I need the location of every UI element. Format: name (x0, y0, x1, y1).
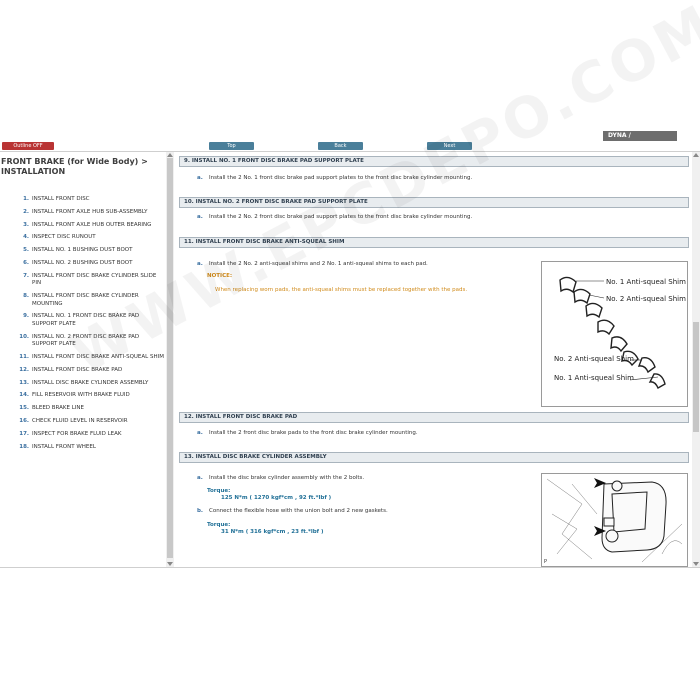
section-10-header: 10. INSTALL NO. 2 FRONT DISC BRAKE PAD SUPPORT PLATE (179, 197, 689, 208)
section-9-header: 9. INSTALL NO. 1 FRONT DISC BRAKE PAD SUPPORT PLATE (179, 156, 689, 167)
torque-value-a: 125 N*m ( 1270 kgf*cm , 92 ft.*lbf ) (221, 495, 332, 501)
section-13-step-b (197, 508, 527, 515)
step-text: Install the disc brake cylinder assembly with the 2 bolts. (209, 475, 365, 481)
sidebar-item[interactable] (0, 260, 166, 268)
fig-label-2: No. 2 Anti-squeal Shim (606, 295, 686, 303)
sidebar-item-label: INSPECT DISC RUNOUT (32, 234, 96, 241)
sidebar-item[interactable] (0, 209, 166, 217)
torque-heading-b: Torque: (207, 522, 231, 528)
sidebar-list (0, 196, 166, 456)
section-11-header: 11. INSTALL FRONT DISC BRAKE ANTI-SQUEAL SHIM (179, 237, 689, 248)
main-content (177, 152, 692, 567)
sidebar-item-number: 10. (19, 333, 29, 340)
section-12-step-a (197, 430, 527, 437)
sidebar-item-label: INSTALL NO. 2 BUSHING DUST BOOT (32, 259, 133, 266)
sidebar-item-number: 12. (19, 366, 29, 373)
sidebar-scroll-thumb[interactable] (167, 158, 173, 558)
step-label: a. (197, 214, 203, 220)
sidebar-item-number: 18. (19, 443, 29, 450)
sidebar-item-label: INSTALL FRONT DISC BRAKE PAD (32, 366, 123, 373)
outline-toggle-button[interactable]: Outline OFF (2, 142, 54, 150)
torque-value-b: 31 N*m ( 316 kgf*cm , 23 ft.*lbf ) (221, 529, 324, 535)
step-label: b. (197, 508, 204, 514)
sidebar-item[interactable] (0, 313, 166, 328)
scroll-up-arrow-icon[interactable] (693, 153, 699, 157)
sidebar-item[interactable] (0, 392, 166, 400)
step-label: a. (197, 475, 203, 481)
fig-label-4: No. 1 Anti-squeal Shim (554, 374, 634, 382)
scroll-down-arrow-icon[interactable] (167, 562, 173, 566)
step-text: Install the 2 No. 2 front disc brake pad support plates to the front disc brake cylinder mounting. (209, 214, 473, 220)
sidebar-item-number: 17. (19, 430, 29, 437)
step-text: Install the 2 No. 1 front disc brake pad support plates to the front disc brake cylinder mounting. (209, 175, 473, 181)
notice-text: When replacing worn pads, the anti-squeal shims must be replaced together with the pads. (215, 287, 468, 293)
toolbar (0, 130, 700, 151)
sidebar-item-label: INSTALL FRONT AXLE HUB OUTER BEARING (32, 221, 152, 228)
fig-label-1: No. 1 Anti-squeal Shim (606, 278, 686, 286)
sidebar-item-label: INSTALL DISC BRAKE CYLINDER ASSEMBLY (32, 379, 149, 386)
sidebar-item-number: 3. (23, 221, 29, 228)
torque-heading-a: Torque: (207, 488, 231, 494)
figure-tag: P (544, 559, 548, 565)
top-button[interactable]: Top (209, 142, 254, 150)
sidebar-item-number: 6. (23, 259, 29, 266)
step-label: a. (197, 430, 203, 436)
sidebar-item-label: INSTALL FRONT WHEEL (32, 443, 96, 450)
sidebar-item-number: 13. (19, 379, 29, 386)
sidebar-item[interactable] (0, 431, 166, 439)
sidebar-item[interactable] (0, 273, 166, 288)
scroll-up-arrow-icon[interactable] (167, 153, 173, 157)
next-button[interactable]: Next (427, 142, 472, 150)
scroll-down-arrow-icon[interactable] (693, 562, 699, 566)
fig-label-3: No. 2 Anti-squeal Shim (554, 355, 634, 363)
sidebar-item-label: INSTALL FRONT AXLE HUB SUB-ASSEMBLY (32, 208, 148, 215)
sidebar-item-label: INSTALL NO. 1 BUSHING DUST BOOT (32, 247, 133, 254)
sidebar-item-number: 1. (23, 196, 29, 202)
main-scrollbar[interactable] (692, 152, 700, 567)
notice-heading: NOTICE: (207, 273, 233, 279)
sidebar-item[interactable] (0, 444, 166, 452)
back-button[interactable]: Back (318, 142, 363, 150)
section-13-step-a (197, 475, 527, 482)
sidebar (0, 152, 175, 567)
section-12-header: 12. INSTALL FRONT DISC BRAKE PAD (179, 412, 689, 423)
brake-cylinder-figure (541, 473, 688, 567)
step-label: a. (197, 175, 203, 181)
sidebar-item-number: 8. (23, 293, 29, 300)
sidebar-item-number: 4. (23, 234, 29, 241)
sidebar-item-number: 16. (19, 417, 29, 424)
sidebar-item-label: INSTALL FRONT DISC BRAKE ANTI-SQUEAL SHIM (32, 353, 164, 360)
section-13-header: 13. INSTALL DISC BRAKE CYLINDER ASSEMBLY (179, 452, 689, 463)
sidebar-item[interactable] (0, 334, 166, 349)
section-11-step-a (197, 261, 527, 268)
model-label: DYNA / (603, 131, 677, 141)
sidebar-item-number: 7. (23, 272, 29, 279)
sidebar-title: FRONT BRAKE (for Wide Body) > INSTALLATION (1, 157, 148, 176)
sidebar-item[interactable] (0, 380, 166, 388)
sidebar-item-label: CHECK FLUID LEVEL IN RESERVOIR (32, 417, 128, 424)
sidebar-item-label: INSTALL FRONT DISC BRAKE CYLINDER MOUNTING (32, 293, 139, 307)
sidebar-scrollbar[interactable] (166, 152, 174, 567)
sidebar-item-number: 9. (23, 313, 29, 320)
sidebar-item-label: BLEED BRAKE LINE (32, 405, 85, 412)
sidebar-item[interactable] (0, 405, 166, 413)
sidebar-item-number: 14. (19, 392, 29, 399)
sidebar-item-label: INSTALL FRONT DISC BRAKE CYLINDER SLIDE PIN (32, 272, 157, 287)
section-9-step-a (197, 175, 527, 182)
sidebar-item-label: INSPECT FOR BRAKE FLUID LEAK (32, 430, 122, 437)
sidebar-item[interactable] (0, 293, 166, 308)
main-scroll-thumb[interactable] (693, 322, 699, 432)
sidebar-item-number: 11. (19, 353, 29, 360)
sidebar-item-label: FILL RESERVOIR WITH BRAKE FLUID (32, 392, 130, 399)
brake-cylinder-diagram (542, 474, 687, 566)
step-text: Install the 2 No. 2 anti-squeal shims and 2 No. 1 anti-squeal shims to each pad. (209, 261, 428, 267)
step-text: Connect the flexible hose with the union bolt and 2 new gaskets. (209, 508, 388, 514)
sidebar-item-label: INSTALL NO. 2 FRONT DISC BRAKE PAD SUPPORT PLATE (32, 333, 140, 348)
sidebar-item[interactable] (0, 196, 166, 204)
sidebar-item[interactable] (0, 418, 166, 426)
sidebar-item-number: 15. (19, 405, 29, 412)
section-10-step-a (197, 214, 527, 221)
step-label: a. (197, 261, 203, 267)
footer-divider (0, 567, 700, 568)
sidebar-item-number: 2. (23, 208, 29, 215)
sidebar-item-label: INSTALL NO. 1 FRONT DISC BRAKE PAD SUPPORT PLATE (32, 313, 140, 327)
sidebar-item-label: INSTALL FRONT DISC (32, 196, 90, 202)
sidebar-item[interactable] (0, 222, 166, 230)
sidebar-item-number: 5. (23, 247, 29, 254)
sidebar-item[interactable] (0, 234, 166, 242)
anti-squeal-shim-figure (541, 261, 688, 407)
sidebar-item[interactable] (0, 354, 166, 362)
sidebar-item[interactable] (0, 367, 166, 375)
step-text: Install the 2 front disc brake pads to the front disc brake cylinder mounting. (209, 430, 418, 436)
shim-diagram (542, 262, 687, 406)
sidebar-item[interactable] (0, 247, 166, 255)
